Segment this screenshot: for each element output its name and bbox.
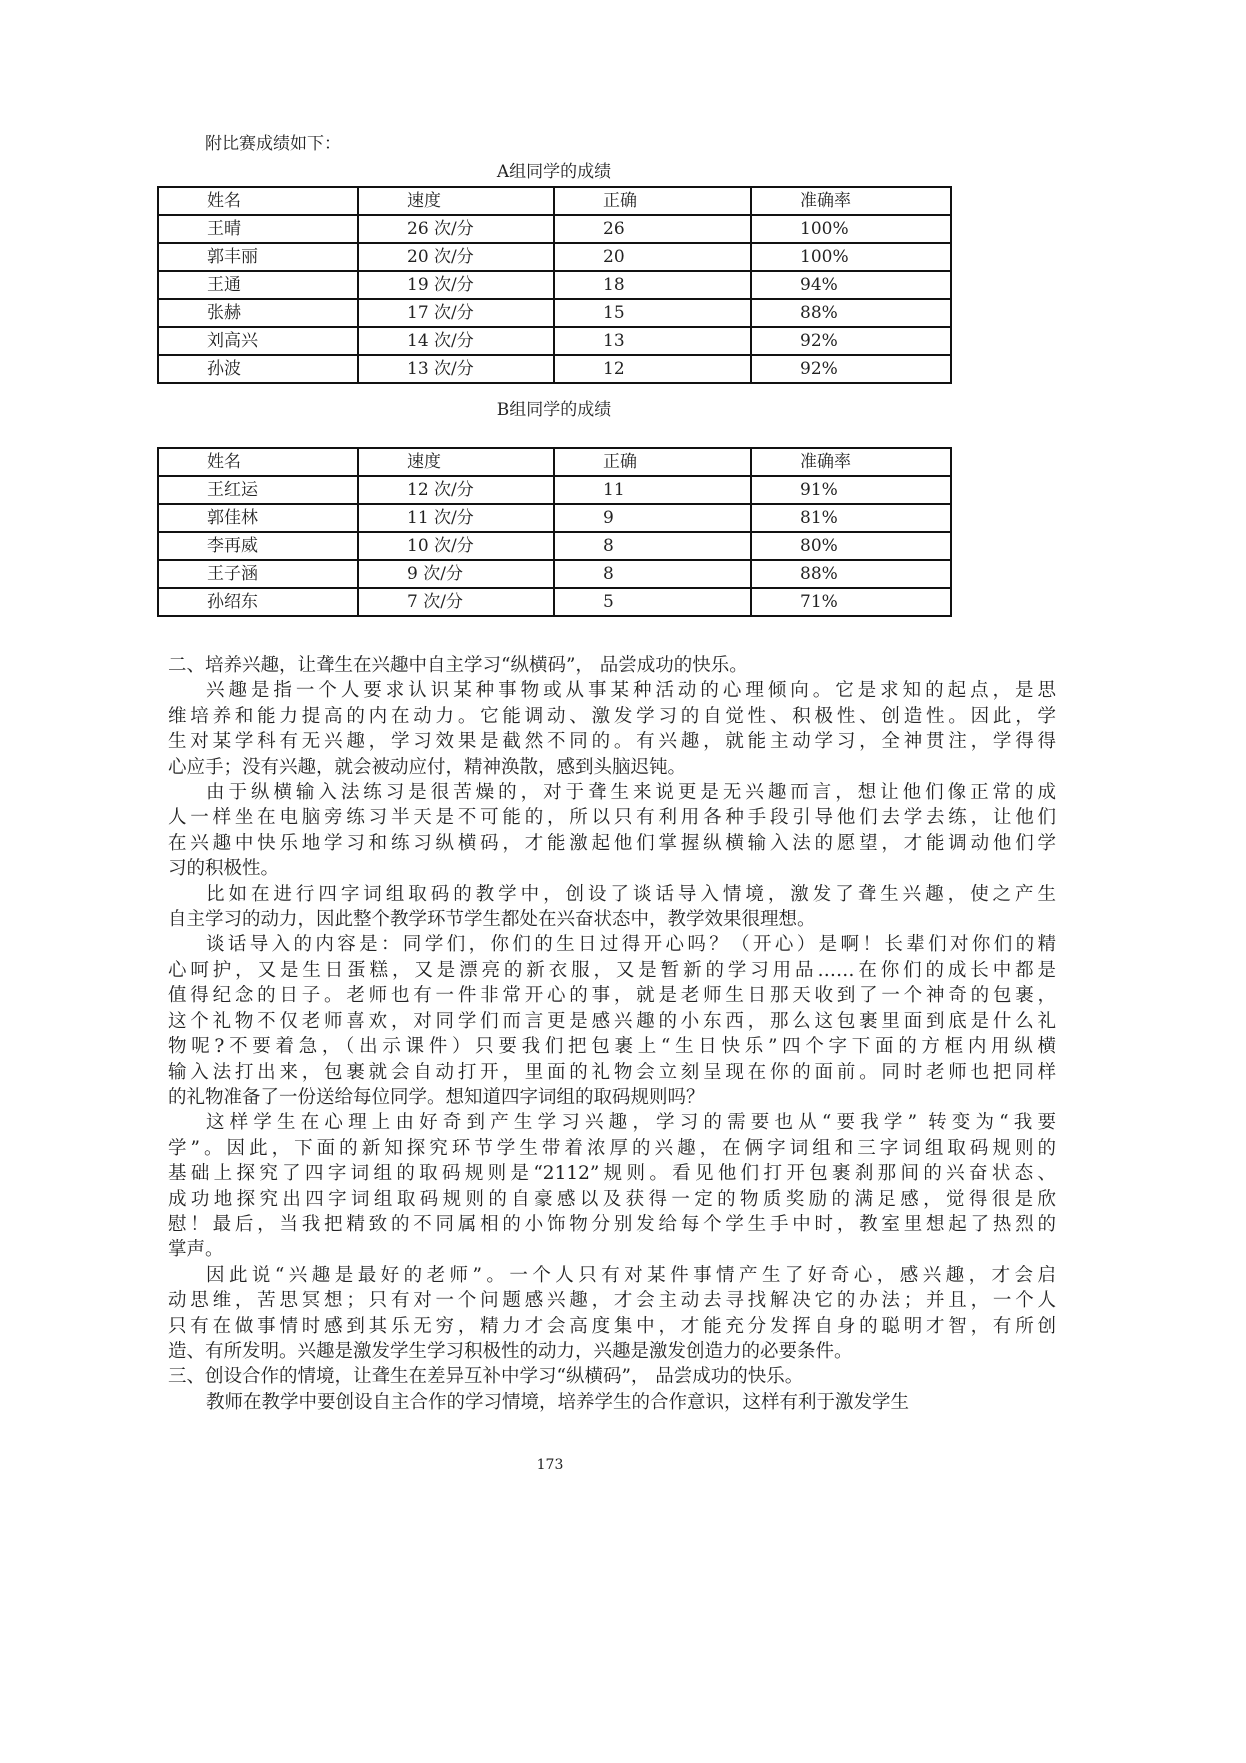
table-cell: 张赫 (158, 299, 358, 327)
table-cell: 王子涵 (158, 560, 358, 588)
table-cell: 20 次/分 (358, 243, 554, 271)
text-line: 输入法打出来，包裹就会自动打开，里面的礼物会立刻呈现在你的面前。同时老师也把同样 (168, 1061, 1056, 1083)
table-cell: 王红运 (158, 476, 358, 504)
table-cell: 88% (751, 299, 951, 327)
table-cell: 14 次/分 (358, 327, 554, 355)
table-cell: 郭丰丽 (158, 243, 358, 271)
table-cell: 100% (751, 243, 951, 271)
text-line: 这样学生在心理上由好奇到产生学习兴趣，学习的需要也从“要我学” 转变为“我要 (206, 1112, 1056, 1134)
text-line: 基础上探究了四字词组的取码规则是“2112”规则。看见他们打开包裹刹那间的兴奋状态、 (168, 1163, 1056, 1185)
table-cell: 17 次/分 (358, 299, 554, 327)
table-cell: 5 (554, 588, 751, 616)
table-cell: 孙波 (158, 355, 358, 383)
table-cell: 9 次/分 (358, 560, 554, 588)
text-line: 造、有所发明。兴趣是激发学生学习积极性的动力，兴趣是激发创造力的必要条件。 (168, 1340, 853, 1362)
table-cell: 13 (554, 327, 751, 355)
text-line: 这个礼物不仅老师喜欢，对同学们而言更是感兴趣的小东西，那么这包裹里面到底是什么礼 (168, 1010, 1056, 1032)
text-line: 维培养和能力提高的内在动力。它能调动、激发学习的自觉性、积极性、创造性。因此，学 (168, 705, 1056, 727)
table-cell: 王晴 (158, 215, 358, 243)
table-cell: 8 (554, 560, 751, 588)
text-line: 学”。因此，下面的新知探究环节学生带着浓厚的兴趣，在俩字词组和三字词组取码规则的 (168, 1137, 1056, 1159)
table-cell: 19 次/分 (358, 271, 554, 299)
text-line: 习的积极性。 (168, 858, 280, 880)
table-cell: 12 次/分 (358, 476, 554, 504)
table-cell: 11 (554, 476, 751, 504)
text-line: 物呢?不要着急，（出示课件）只要我们把包裹上“生日快乐”四个字下面的方框内用纵横 (168, 1036, 1056, 1058)
table-cell: 12 (554, 355, 751, 383)
table-cell: 刘高兴 (158, 327, 358, 355)
paragraph (168, 932, 1056, 1110)
table-cell: 7 次/分 (358, 588, 554, 616)
text-line: 三、创设合作的情境，让聋生在差异互补中学习“纵横码”， 品尝成功的快乐。 (168, 1366, 804, 1388)
table-cell: 郭佳林 (158, 504, 358, 532)
table-cell: 9 (554, 504, 751, 532)
table-row (158, 476, 951, 504)
text-line: 动思维，苦思冥想；只有对一个问题感兴趣，才会主动去寻找解决它的办法；并且，一个人 (168, 1290, 1056, 1312)
table-row (158, 560, 951, 588)
table-cell: 88% (751, 560, 951, 588)
header-cell: 准确率 (751, 187, 951, 215)
paragraph (168, 882, 1056, 933)
paragraph (168, 780, 1056, 882)
table-b (157, 447, 952, 617)
text-line: 自主学习的动力，因此整个教学环节学生都处在兴奋状态中，教学效果很理想。 (168, 909, 816, 931)
text-line: 比如在进行四字词组取码的教学中，创设了谈话导入情境，激发了聋生兴趣，使之产生 (206, 883, 1056, 905)
text-line: 只有在做事情时感到其乐无穷，精力才会高度集中，才能充分发挥自身的聪明才智，有所创 (168, 1315, 1056, 1337)
text-line: 谈话导入的内容是：同学们，你们的生日过得开心吗？（开心）是啊！长辈们对你们的精 (206, 934, 1056, 956)
table-cell: 8 (554, 532, 751, 560)
header-cell: 速度 (358, 187, 554, 215)
table-row (158, 243, 951, 271)
table-row (158, 271, 951, 299)
table-row (158, 299, 951, 327)
table-row (158, 532, 951, 560)
table-cell: 11 次/分 (358, 504, 554, 532)
table-cell: 81% (751, 504, 951, 532)
table-cell: 100% (751, 215, 951, 243)
section-heading (168, 1364, 1056, 1389)
table-cell: 18 (554, 271, 751, 299)
text-line: 在兴趣中快乐地学习和练习纵横码，才能激起他们掌握纵横输入法的愿望，才能调动他们学 (168, 832, 1056, 854)
table-cell: 26 次/分 (358, 215, 554, 243)
paragraph (168, 1263, 1056, 1365)
table-cell: 13 次/分 (358, 355, 554, 383)
table-b-title: B组同学的成绩 (496, 400, 612, 420)
text-line: 掌声。 (168, 1239, 224, 1261)
table-cell: 80% (751, 532, 951, 560)
text-line: 慰！最后，当我把精致的不同属相的小饰物分别发给每个学生手中时，教室里想起了热烈的 (168, 1213, 1056, 1235)
table-cell: 孙绍东 (158, 588, 358, 616)
text-line: 的礼物准备了一份送给每位同学。想知道四字词组的取码规则吗？ (168, 1086, 705, 1108)
table-cell: 92% (751, 327, 951, 355)
table-row (158, 504, 951, 532)
header-cell: 正确 (554, 187, 751, 215)
paragraph (168, 1390, 1056, 1415)
paragraph (168, 678, 1056, 780)
header-cell: 速度 (358, 448, 554, 476)
paragraph (168, 1110, 1056, 1262)
text-line: 由于纵横输入法练习是很苦燥的，对于聋生来说更是无兴趣而言，想让他们像正常的成 (206, 782, 1056, 804)
header-cell: 正确 (554, 448, 751, 476)
text-line: 心呵护，又是生日蛋糕，又是漂亮的新衣服，又是暂新的学习用品……在你们的成长中都是 (168, 959, 1056, 981)
text-line: 人一样坐在电脑旁练习半天是不可能的，所以只有利用各种手段引导他们去学去练，让他们 (168, 807, 1056, 829)
header-cell: 姓名 (158, 448, 358, 476)
table-cell: 91% (751, 476, 951, 504)
table-cell: 94% (751, 271, 951, 299)
table-header-row (158, 187, 951, 215)
table-row (158, 327, 951, 355)
text-line: 值得纪念的日子。老师也有一件非常开心的事，就是老师生日那天收到了一个神奇的包裹， (168, 985, 1056, 1007)
text-line: 教师在教学中要创设自主合作的学习情境，培养学生的合作意识，这样有利于激发学生 (206, 1391, 910, 1413)
table-cell: 10 次/分 (358, 532, 554, 560)
table-a (157, 186, 952, 384)
table-row (158, 355, 951, 383)
table-cell: 20 (554, 243, 751, 271)
table-a-title: A组同学的成绩 (496, 162, 612, 182)
text-line: 心应手；没有兴趣，就会被动应付，精神涣散，感到头脑迟钝。 (168, 756, 687, 778)
intro-text: 附比赛成绩如下： (205, 134, 341, 154)
header-cell: 姓名 (158, 187, 358, 215)
text-line: 因此说“兴趣是最好的老师”。一个人只有对某件事情产生了好奇心，感兴趣，才会启 (206, 1264, 1056, 1286)
table-cell: 71% (751, 588, 951, 616)
table-row (158, 588, 951, 616)
table-cell: 15 (554, 299, 751, 327)
body-text (168, 653, 1056, 1415)
header-cell: 准确率 (751, 448, 951, 476)
table-cell: 92% (751, 355, 951, 383)
table-cell: 王通 (158, 271, 358, 299)
text-line: 二、培养兴趣，让聋生在兴趣中自主学习“纵横码”， 品尝成功的快乐。 (168, 655, 748, 676)
text-line: 兴趣是指一个人要求认识某种事物或从事某种活动的心理倾向。它是求知的起点，是思 (206, 680, 1056, 702)
page-number: 173 (536, 1457, 564, 1473)
table-header-row (158, 448, 951, 476)
table-row (158, 215, 951, 243)
table-cell: 李再威 (158, 532, 358, 560)
text-line: 生对某学科有无兴趣，学习效果是截然不同的。有兴趣，就能主动学习，全神贯注，学得得 (168, 731, 1056, 753)
section-heading (168, 653, 1056, 678)
text-line: 成功地探究出四字词组取码规则的自豪感以及获得一定的物质奖励的满足感，觉得很是欣 (168, 1188, 1056, 1210)
table-cell: 26 (554, 215, 751, 243)
